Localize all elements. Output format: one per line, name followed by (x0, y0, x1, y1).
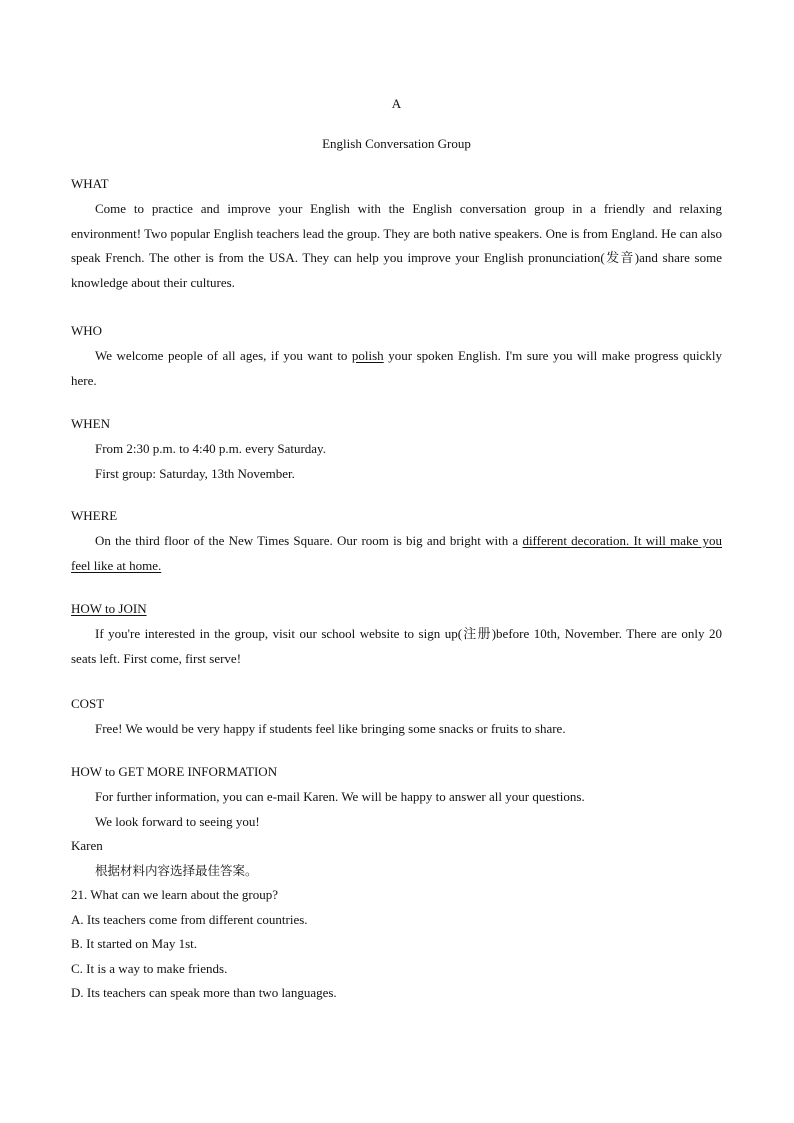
section-how-to-join (71, 601, 722, 671)
section-heading-what: WHAT (71, 176, 109, 191)
underlined-phrase-decoration: different decoration. It will make you feel like at home. (71, 533, 722, 573)
instruction: 根据材料内容选择最佳答案。 (95, 862, 258, 878)
section-text-where (71, 529, 722, 578)
option-c: C. It is a way to make friends. (71, 960, 228, 976)
section-when (71, 416, 722, 486)
section-where (71, 508, 722, 578)
section-more-info (71, 764, 722, 1006)
where-text-before: On the third floor of the New Times Square. Our room is big and bright with a (95, 533, 523, 548)
section-heading-cost: COST (71, 696, 105, 711)
section-heading-more-info: HOW to GET MORE INFORMATION (71, 764, 278, 779)
section-text-what: Come to practice and improve your English with the English conversation group in a friendly and relaxing environment! Two popular English teachers lead the group. They are both native speakers. One is from England. He can also speak French. The other is from the USA. They can help you improve your English pronunciation(发音)and share some knowledge about their cultures. (71, 201, 722, 290)
underlined-word-polish: polish (351, 348, 384, 363)
question-stem: 21. What can we learn about the group? (71, 887, 278, 902)
option-b: B. It started on May 1st. (71, 936, 198, 951)
section-text-how-to-join: If you're interested in the group, visit our school website to sign up(注册)before 10th, November. There are only 20 seats left. First come, first serve! (71, 626, 722, 666)
option-a: A. Its teachers come from different countries. (71, 911, 308, 927)
more-info-email: For further information, you can e-mail Karen. We will be happy to answer all your questions. (95, 789, 585, 804)
section-heading-how-to-join: HOW to JOIN (71, 601, 147, 616)
signature: Karen (71, 838, 103, 853)
more-info-closing: We look forward to seeing you! (95, 813, 260, 829)
section-cost (71, 696, 722, 742)
section-text-who (71, 344, 722, 393)
section-who (71, 323, 722, 393)
who-text-after: your spoken English. I'm sure you will make progress quickly here. (71, 348, 722, 388)
passage-title: English Conversation Group (322, 136, 471, 151)
who-text-before: We welcome people of all ages, if you want to (95, 348, 352, 363)
when-first-group: First group: Saturday, 13th November. (95, 465, 295, 481)
when-time: From 2:30 p.m. to 4:40 p.m. every Saturday. (95, 441, 326, 456)
section-heading-where: WHERE (71, 508, 118, 523)
section-heading-when: WHEN (71, 416, 110, 431)
passage-label: A (391, 96, 402, 111)
section-what (71, 176, 722, 295)
section-text-cost: Free! We would be very happy if students feel like bringing some snacks or fruits to share. (95, 721, 566, 736)
section-heading-who: WHO (71, 323, 103, 338)
option-d: D. Its teachers can speak more than two languages. (71, 985, 337, 1000)
